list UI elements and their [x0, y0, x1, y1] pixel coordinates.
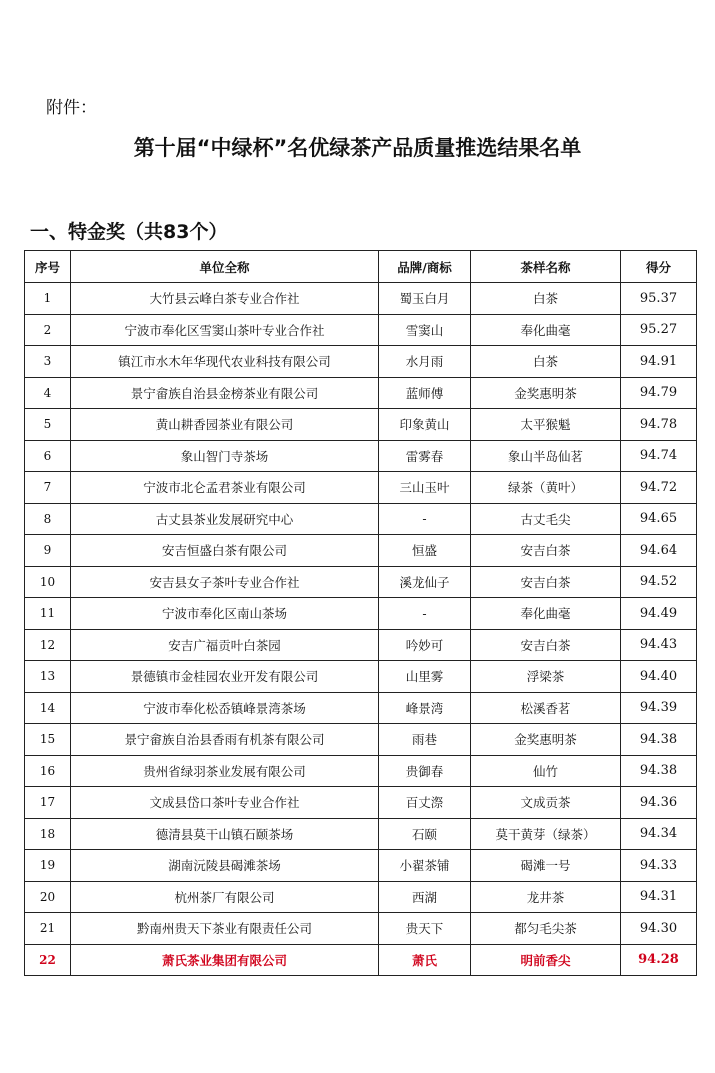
cell-brand: 雷雾春	[379, 440, 471, 472]
cell-unit: 宁波市奉化区南山茶场	[71, 598, 379, 630]
header-tea-name: 茶样名称	[471, 251, 621, 283]
cell-index: 9	[25, 535, 71, 567]
cell-tea-name: 安吉白茶	[471, 629, 621, 661]
cell-score: 94.30	[621, 913, 697, 945]
table-row	[25, 440, 697, 472]
cell-score: 94.33	[621, 850, 697, 882]
cell-brand: 贵天下	[379, 913, 471, 945]
cell-score: 94.64	[621, 535, 697, 567]
header-brand: 品牌/商标	[379, 251, 471, 283]
table-body	[25, 283, 697, 976]
cell-score: 94.40	[621, 661, 697, 693]
cell-brand: 雪窦山	[379, 314, 471, 346]
cell-tea-name: 白茶	[471, 346, 621, 378]
cell-score: 94.79	[621, 377, 697, 409]
cell-score: 94.72	[621, 472, 697, 504]
cell-index: 17	[25, 787, 71, 819]
cell-tea-name: 浮梁茶	[471, 661, 621, 693]
cell-unit: 古丈县茶业发展研究中心	[71, 503, 379, 535]
table-row	[25, 566, 697, 598]
cell-brand: 吟妙可	[379, 629, 471, 661]
cell-unit: 象山智门寺茶场	[71, 440, 379, 472]
cell-brand: 山里雾	[379, 661, 471, 693]
cell-brand: 水月雨	[379, 346, 471, 378]
cell-index: 2	[25, 314, 71, 346]
cell-unit: 贵州省绿羽茶业发展有限公司	[71, 755, 379, 787]
cell-unit: 安吉县女子茶叶专业合作社	[71, 566, 379, 598]
cell-index: 13	[25, 661, 71, 693]
cell-index: 18	[25, 818, 71, 850]
table-row	[25, 535, 697, 567]
cell-index: 4	[25, 377, 71, 409]
cell-tea-name: 金奖惠明茶	[471, 724, 621, 756]
cell-index: 1	[25, 283, 71, 315]
table-row	[25, 409, 697, 441]
cell-tea-name: 白茶	[471, 283, 621, 315]
cell-unit: 文成县岱口茶叶专业合作社	[71, 787, 379, 819]
cell-brand: 贵御春	[379, 755, 471, 787]
cell-unit: 景宁畲族自治县金榜茶业有限公司	[71, 377, 379, 409]
cell-brand: 峰景湾	[379, 692, 471, 724]
cell-score: 94.39	[621, 692, 697, 724]
cell-brand: 百丈漈	[379, 787, 471, 819]
table-row	[25, 503, 697, 535]
cell-index: 6	[25, 440, 71, 472]
cell-tea-name: 奉化曲毫	[471, 598, 621, 630]
cell-index: 14	[25, 692, 71, 724]
cell-brand: 雨巷	[379, 724, 471, 756]
cell-brand: -	[379, 598, 471, 630]
cell-index: 3	[25, 346, 71, 378]
table-row	[25, 692, 697, 724]
cell-brand: 蜀玉白月	[379, 283, 471, 315]
cell-tea-name: 仙竹	[471, 755, 621, 787]
cell-index: 5	[25, 409, 71, 441]
cell-index: 15	[25, 724, 71, 756]
cell-index: 12	[25, 629, 71, 661]
cell-score: 94.49	[621, 598, 697, 630]
cell-brand: 蓝师傅	[379, 377, 471, 409]
table-header-row	[25, 251, 697, 283]
table-row	[25, 314, 697, 346]
table-row	[25, 755, 697, 787]
section-heading: 一、特金奖（共83个）	[30, 221, 228, 243]
cell-tea-name: 古丈毛尖	[471, 503, 621, 535]
cell-score: 94.34	[621, 818, 697, 850]
cell-unit: 杭州茶厂有限公司	[71, 881, 379, 913]
page-title: 第十届“中绿杯”名优绿茶产品质量推选结果名单	[133, 136, 582, 160]
cell-index: 7	[25, 472, 71, 504]
cell-score: 94.38	[621, 724, 697, 756]
table-row	[25, 944, 697, 976]
cell-tea-name: 象山半岛仙茗	[471, 440, 621, 472]
cell-score: 94.74	[621, 440, 697, 472]
cell-score: 94.38	[621, 755, 697, 787]
cell-score: 95.37	[621, 283, 697, 315]
header-index: 序号	[25, 251, 71, 283]
cell-tea-name: 碣滩一号	[471, 850, 621, 882]
cell-tea-name: 绿茶（黄叶）	[471, 472, 621, 504]
cell-index: 10	[25, 566, 71, 598]
cell-unit: 大竹县云峰白茶专业合作社	[71, 283, 379, 315]
cell-unit: 安吉恒盛白茶有限公司	[71, 535, 379, 567]
cell-unit: 安吉广福贡叶白茶园	[71, 629, 379, 661]
cell-tea-name: 奉化曲毫	[471, 314, 621, 346]
cell-brand: 小翟茶铺	[379, 850, 471, 882]
table-row	[25, 881, 697, 913]
cell-score: 95.27	[621, 314, 697, 346]
table-row	[25, 283, 697, 315]
cell-tea-name: 明前香尖	[471, 944, 621, 976]
table-row	[25, 629, 697, 661]
cell-unit: 宁波市奉化区雪窦山茶叶专业合作社	[71, 314, 379, 346]
cell-index: 16	[25, 755, 71, 787]
cell-index: 20	[25, 881, 71, 913]
cell-tea-name: 安吉白茶	[471, 566, 621, 598]
cell-unit: 镇江市水木年华现代农业科技有限公司	[71, 346, 379, 378]
cell-score: 94.78	[621, 409, 697, 441]
cell-score: 94.91	[621, 346, 697, 378]
cell-unit: 宁波市北仑孟君茶业有限公司	[71, 472, 379, 504]
table-row	[25, 661, 697, 693]
cell-brand: 西湖	[379, 881, 471, 913]
cell-score: 94.65	[621, 503, 697, 535]
header-score: 得分	[621, 251, 697, 283]
header-unit: 单位全称	[71, 251, 379, 283]
cell-tea-name: 都匀毛尖茶	[471, 913, 621, 945]
cell-tea-name: 安吉白茶	[471, 535, 621, 567]
cell-tea-name: 莫干黄芽（绿茶）	[471, 818, 621, 850]
cell-brand: 印象黄山	[379, 409, 471, 441]
cell-tea-name: 松溪香茗	[471, 692, 621, 724]
table-row	[25, 472, 697, 504]
table-row	[25, 346, 697, 378]
cell-brand: 溪龙仙子	[379, 566, 471, 598]
cell-brand: 石颐	[379, 818, 471, 850]
cell-unit: 景宁畲族自治县香雨有机茶有限公司	[71, 724, 379, 756]
cell-unit: 黄山耕香园茶业有限公司	[71, 409, 379, 441]
award-table	[24, 250, 697, 976]
attachment-label: 附件：	[46, 98, 97, 118]
table-row	[25, 913, 697, 945]
cell-index: 22	[25, 944, 71, 976]
table-row	[25, 724, 697, 756]
cell-unit: 萧氏茶业集团有限公司	[71, 944, 379, 976]
cell-score: 94.52	[621, 566, 697, 598]
cell-index: 11	[25, 598, 71, 630]
cell-unit: 湖南沅陵县碣滩茶场	[71, 850, 379, 882]
cell-brand: 三山玉叶	[379, 472, 471, 504]
cell-score: 94.36	[621, 787, 697, 819]
cell-index: 8	[25, 503, 71, 535]
cell-score: 94.28	[621, 944, 697, 976]
table-row	[25, 377, 697, 409]
cell-index: 19	[25, 850, 71, 882]
cell-unit: 黔南州贵天下茶业有限责任公司	[71, 913, 379, 945]
cell-brand: 萧氏	[379, 944, 471, 976]
cell-index: 21	[25, 913, 71, 945]
table-row	[25, 850, 697, 882]
cell-tea-name: 太平猴魁	[471, 409, 621, 441]
table-row	[25, 787, 697, 819]
cell-tea-name: 龙井茶	[471, 881, 621, 913]
cell-unit: 景德镇市金桂园农业开发有限公司	[71, 661, 379, 693]
cell-brand: 恒盛	[379, 535, 471, 567]
cell-unit: 宁波市奉化松岙镇峰景湾茶场	[71, 692, 379, 724]
cell-unit: 德清县莫干山镇石颐茶场	[71, 818, 379, 850]
table-row	[25, 818, 697, 850]
cell-tea-name: 文成贡茶	[471, 787, 621, 819]
table-row	[25, 598, 697, 630]
cell-brand: -	[379, 503, 471, 535]
cell-score: 94.43	[621, 629, 697, 661]
cell-score: 94.31	[621, 881, 697, 913]
cell-tea-name: 金奖惠明茶	[471, 377, 621, 409]
